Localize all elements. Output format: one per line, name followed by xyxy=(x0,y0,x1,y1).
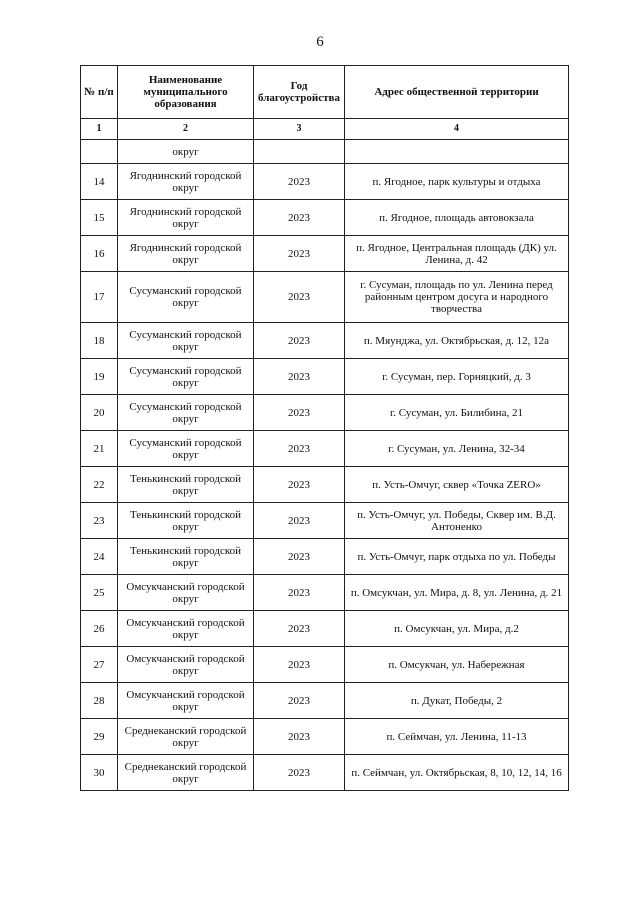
territories-table xyxy=(80,65,569,791)
column-number: 3 xyxy=(254,119,345,140)
table-row xyxy=(81,323,569,359)
cell-address: п. Ягодное, парк культуры и отдыха xyxy=(345,164,569,200)
cell-num: 18 xyxy=(81,323,118,359)
cell-address: п. Усть-Омчуг, сквер «Точка ZERO» xyxy=(345,467,569,503)
cell-num xyxy=(81,140,118,164)
table-row xyxy=(81,575,569,611)
table-row xyxy=(81,431,569,467)
table-header-row xyxy=(81,66,569,119)
table-row xyxy=(81,647,569,683)
cell-num: 16 xyxy=(81,236,118,272)
cell-num: 14 xyxy=(81,164,118,200)
cell-address xyxy=(345,140,569,164)
cell-address: г. Сусуман, ул. Билибина, 21 xyxy=(345,395,569,431)
table-row xyxy=(81,683,569,719)
cell-municipality: Омсукчанский городской округ xyxy=(118,683,254,719)
cell-municipality: Тенькинский городской округ xyxy=(118,467,254,503)
cell-municipality: Ягоднинский городской округ xyxy=(118,236,254,272)
cell-address: п. Ягодное, площадь автовокзала xyxy=(345,200,569,236)
cell-address: п. Усть-Омчуг, парк отдыха по ул. Победы xyxy=(345,539,569,575)
page-number: 6 xyxy=(316,34,324,50)
cell-year: 2023 xyxy=(254,467,345,503)
cell-municipality: Сусуманский городской округ xyxy=(118,323,254,359)
cell-year: 2023 xyxy=(254,272,345,323)
cell-address: г. Сусуман, пер. Горняцкий, д. 3 xyxy=(345,359,569,395)
cell-year: 2023 xyxy=(254,719,345,755)
table-row xyxy=(81,755,569,791)
column-number: 1 xyxy=(81,119,118,140)
cell-num: 29 xyxy=(81,719,118,755)
cell-year: 2023 xyxy=(254,755,345,791)
table-row xyxy=(81,164,569,200)
cell-address: п. Дукат, Победы, 2 xyxy=(345,683,569,719)
cell-year: 2023 xyxy=(254,503,345,539)
cell-num: 21 xyxy=(81,431,118,467)
cell-address: г. Сусуман, ул. Ленина, 32-34 xyxy=(345,431,569,467)
cell-year: 2023 xyxy=(254,431,345,467)
cell-municipality: Сусуманский городской округ xyxy=(118,431,254,467)
table-row xyxy=(81,200,569,236)
cell-num: 23 xyxy=(81,503,118,539)
table-row xyxy=(81,467,569,503)
cell-year: 2023 xyxy=(254,164,345,200)
header-year: Год благоустройства xyxy=(254,66,345,119)
cell-municipality: Сусуманский городской округ xyxy=(118,395,254,431)
table-row xyxy=(81,395,569,431)
cell-municipality: Омсукчанский городской округ xyxy=(118,611,254,647)
cell-municipality: Среднеканский городской округ xyxy=(118,719,254,755)
cell-municipality: Тенькинский городской округ xyxy=(118,503,254,539)
cell-year: 2023 xyxy=(254,236,345,272)
cell-num: 19 xyxy=(81,359,118,395)
cell-num: 22 xyxy=(81,467,118,503)
table-row xyxy=(81,359,569,395)
cell-municipality: Ягоднинский городской округ xyxy=(118,200,254,236)
header-num: № п/п xyxy=(81,66,118,119)
cell-municipality: Омсукчанский городской округ xyxy=(118,575,254,611)
table-row xyxy=(81,236,569,272)
cell-municipality: Тенькинский городской округ xyxy=(118,539,254,575)
cell-num: 25 xyxy=(81,575,118,611)
table-row xyxy=(81,272,569,323)
cell-municipality: Среднеканский городской округ xyxy=(118,755,254,791)
cell-address: п. Ягодное, Центральная площадь (ДК) ул. Ленина, д. 42 xyxy=(345,236,569,272)
column-number: 2 xyxy=(118,119,254,140)
header-address: Адрес общественной территории xyxy=(345,66,569,119)
cell-num: 24 xyxy=(81,539,118,575)
cell-year: 2023 xyxy=(254,647,345,683)
cell-municipality: Сусуманский городской округ xyxy=(118,272,254,323)
cell-num: 28 xyxy=(81,683,118,719)
cell-year: 2023 xyxy=(254,575,345,611)
cell-year: 2023 xyxy=(254,395,345,431)
cell-address: п. Омсукчан, ул. Мира, д. 8, ул. Ленина, д. 21 xyxy=(345,575,569,611)
table-row xyxy=(81,611,569,647)
header-municipality: Наименование муниципального образования xyxy=(118,66,254,119)
column-number-row xyxy=(81,119,569,140)
cell-address: г. Сусуман, площадь по ул. Ленина перед районным центром досуга и народного творчества xyxy=(345,272,569,323)
cell-municipality: Ягоднинский городской округ xyxy=(118,164,254,200)
cell-municipality: округ xyxy=(118,140,254,164)
cell-municipality: Сусуманский городской округ xyxy=(118,359,254,395)
cell-num: 17 xyxy=(81,272,118,323)
cell-address: п. Сеймчан, ул. Ленина, 11-13 xyxy=(345,719,569,755)
cell-num: 30 xyxy=(81,755,118,791)
table-row xyxy=(81,503,569,539)
cell-address: п. Омсукчан, ул. Набережная xyxy=(345,647,569,683)
cell-year: 2023 xyxy=(254,323,345,359)
cell-address: п. Сеймчан, ул. Октябрьская, 8, 10, 12, 14, 16 xyxy=(345,755,569,791)
table-row xyxy=(81,719,569,755)
cell-num: 20 xyxy=(81,395,118,431)
cell-num: 26 xyxy=(81,611,118,647)
cell-year: 2023 xyxy=(254,359,345,395)
cell-address: п. Мяунджа, ул. Октябрьская, д. 12, 12а xyxy=(345,323,569,359)
cell-year: 2023 xyxy=(254,539,345,575)
column-number: 4 xyxy=(345,119,569,140)
table-row xyxy=(81,539,569,575)
continuation-row xyxy=(81,140,569,164)
cell-address: п. Омсукчан, ул. Мира, д.2 xyxy=(345,611,569,647)
cell-num: 15 xyxy=(81,200,118,236)
cell-num: 27 xyxy=(81,647,118,683)
cell-year: 2023 xyxy=(254,611,345,647)
cell-address: п. Усть-Омчуг, ул. Победы, Сквер им. В.Д. Антоненко xyxy=(345,503,569,539)
cell-year xyxy=(254,140,345,164)
cell-municipality: Омсукчанский городской округ xyxy=(118,647,254,683)
cell-year: 2023 xyxy=(254,200,345,236)
cell-year: 2023 xyxy=(254,683,345,719)
